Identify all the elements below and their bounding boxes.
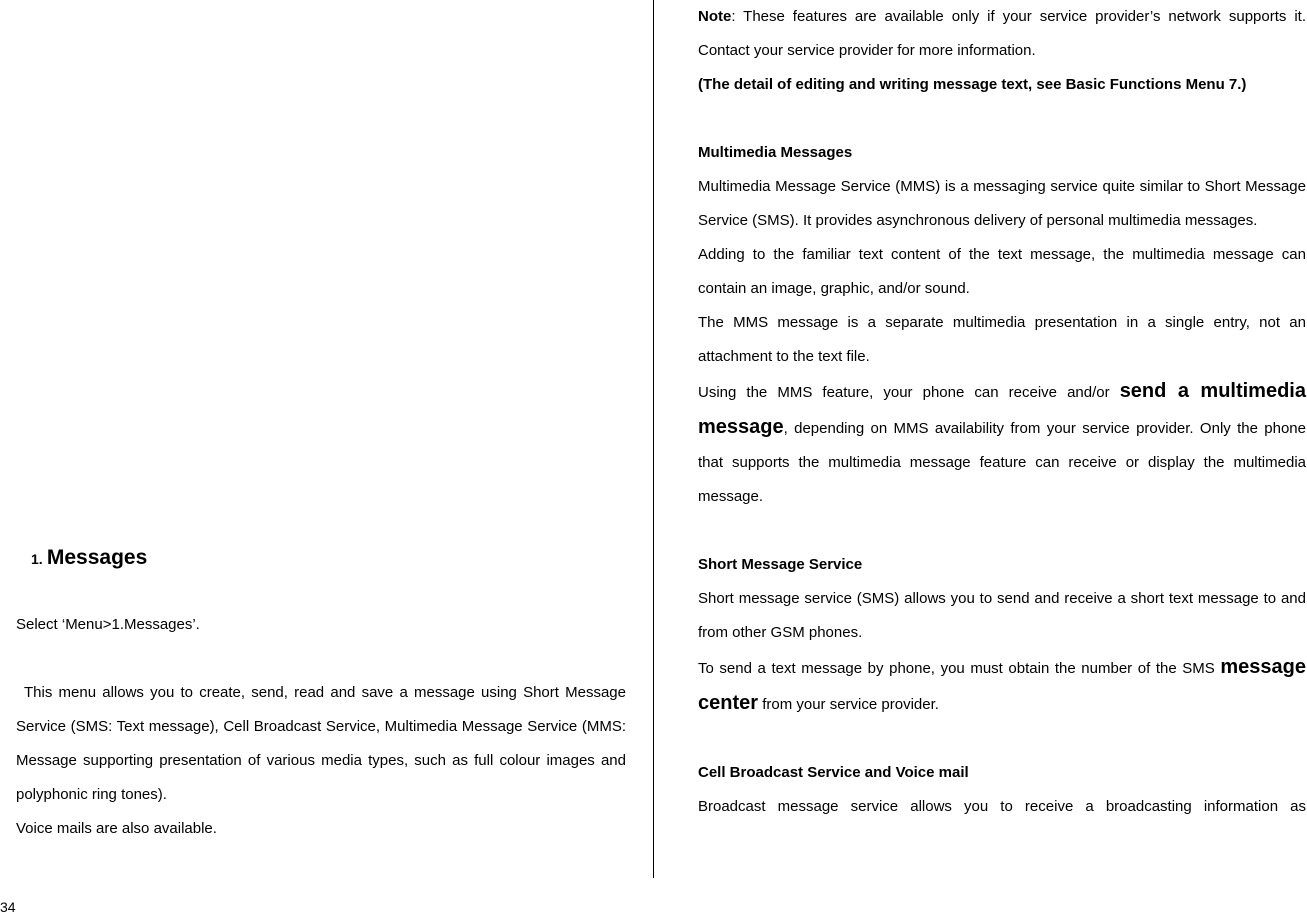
mms-p4-start: Using the MMS feature, your phone can receive and/or — [698, 384, 1120, 401]
page-number: 34 — [0, 899, 16, 915]
sms-p2-start: To send a text message by phone, you must obtain the number of the SMS — [698, 660, 1221, 677]
sms-p2-emphasis: message center — [698, 656, 1306, 714]
intro-paragraph: This menu allows you to create, send, read and save a message using Short Message Service (SMS: Text message), Cell Broadcast Service, Multimedia Message Service (MMS: Message supporting presentation of various media types, such as full colour images and polyphonic ring tones). — [16, 684, 626, 803]
select-instruction: Select ‘Menu>1.Messages’. — [16, 616, 200, 633]
spacer — [698, 102, 1306, 136]
sms-heading: Short Message Service — [698, 556, 863, 573]
mms-p4-end: , depending on MMS availability from your service provider. Only the phone that supports the multimedia message feature can receive or display the multimedia message. — [698, 420, 1306, 505]
mms-p4-emphasis: send a multimedia message — [698, 380, 1306, 438]
note-paragraph — [698, 0, 1306, 68]
spacer — [698, 514, 1306, 548]
mms-paragraph-1: Multimedia Message Service (MMS) is a messaging service quite similar to Short Message Service (SMS). It provides asynchronous delivery of personal multimedia messages. — [698, 178, 1306, 229]
mms-paragraph-2: Adding to the familiar text content of the text message, the multimedia message can contain an image, graphic, and/or sound. — [698, 246, 1306, 297]
detail-note: (The detail of editing and writing message text, see Basic Functions Menu 7.) — [698, 76, 1247, 93]
note-text: : These features are available only if your service provider’s network supports it. Contact your service provider for more information. — [698, 8, 1306, 59]
spacer — [698, 722, 1306, 756]
note-label: Note — [698, 8, 732, 25]
mms-paragraph-4 — [698, 374, 1306, 514]
voice-mail-text: Voice mails are also available. — [16, 820, 217, 837]
section-title: Messages — [46, 546, 148, 569]
sms-paragraph-1: Short message service (SMS) allows you to send and receive a short text message to and from other GSM phones. — [698, 590, 1306, 641]
cbs-paragraph-1: Broadcast message service allows you to receive a broadcasting information as — [698, 798, 1306, 815]
cbs-heading: Cell Broadcast Service and Voice mail — [698, 764, 969, 781]
right-column — [698, 0, 1306, 824]
column-divider — [653, 0, 654, 878]
mms-paragraph-3: The MMS message is a separate multimedia presentation in a single entry, not an attachment to the text file. — [698, 314, 1306, 365]
section-heading — [31, 543, 147, 575]
sms-p2-end: from your service provider. — [758, 696, 939, 713]
section-number: 1. — [31, 551, 43, 567]
mms-heading: Multimedia Messages — [698, 144, 853, 161]
sms-paragraph-2 — [698, 650, 1306, 722]
